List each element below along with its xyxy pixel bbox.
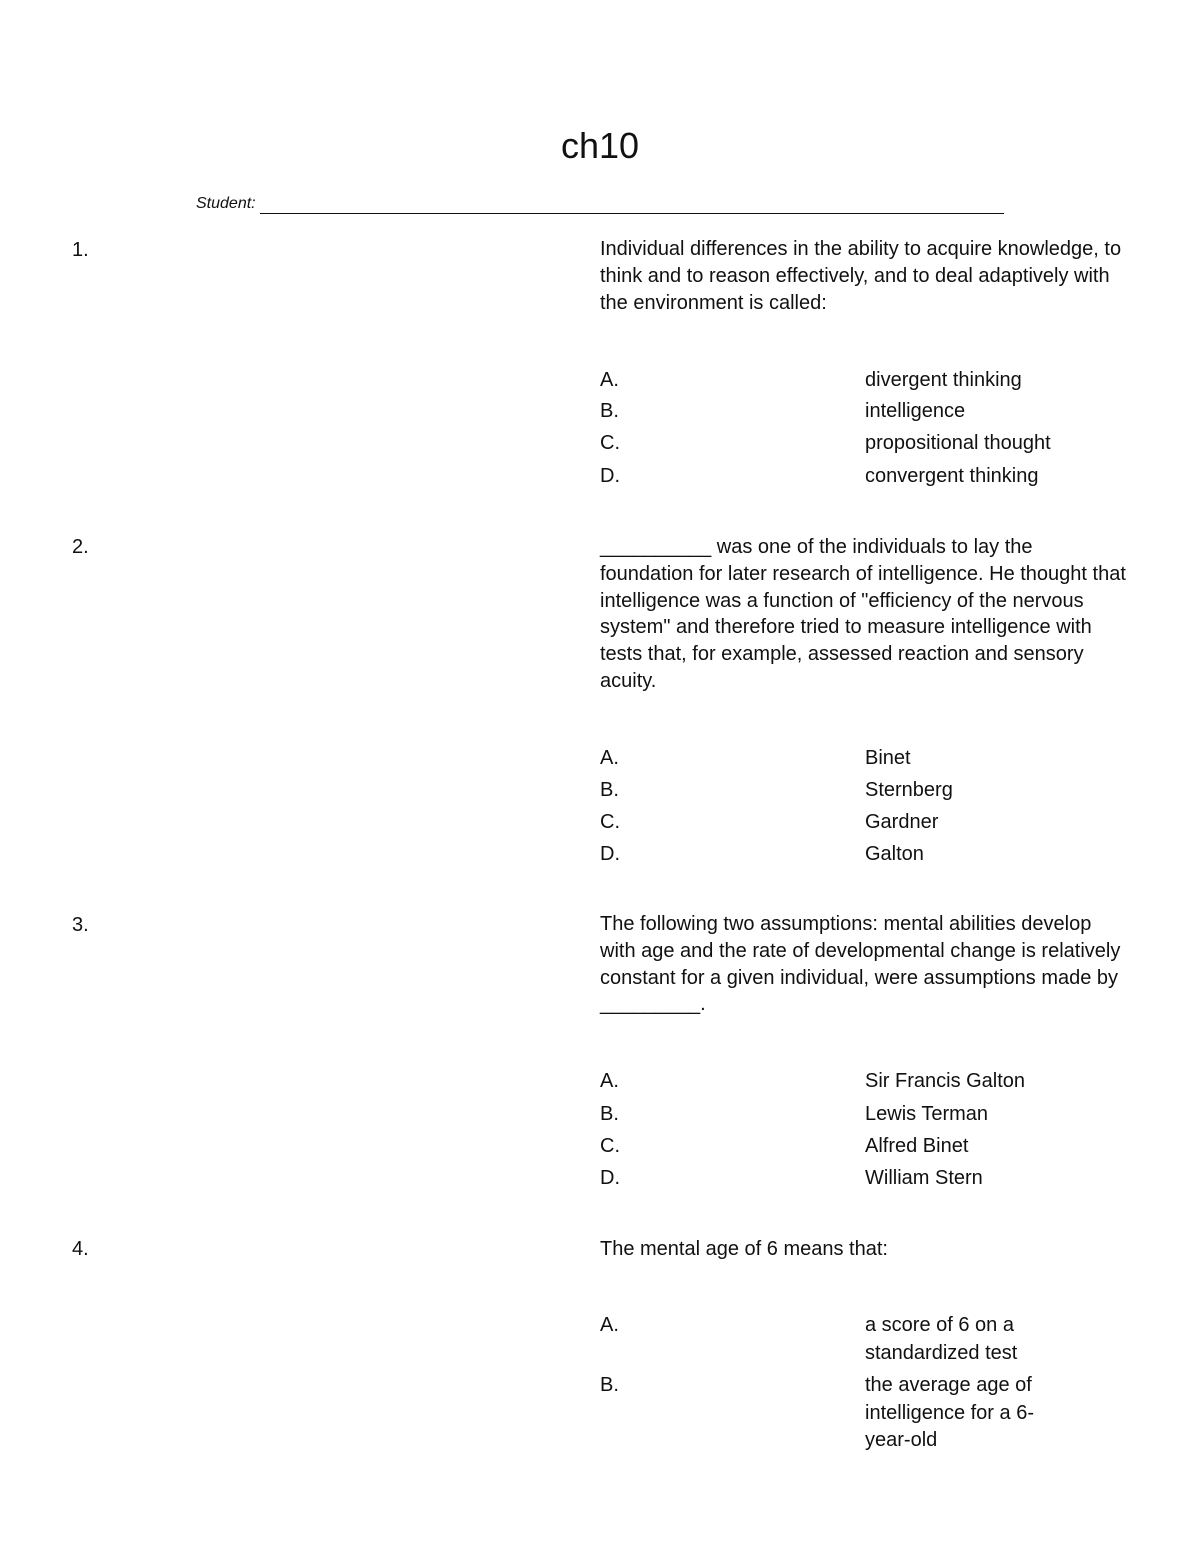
question-number: 4. (72, 1238, 89, 1260)
question-text: The following two assumptions: mental abilities develop with age and the rate of developmental change is relatively constant for a given individual, were assumptions made by _________. (600, 913, 1121, 1016)
question-number: 2. (72, 536, 89, 558)
student-name-row (196, 190, 1004, 214)
question-number: 3. (72, 914, 89, 936)
option-letter: A. (600, 369, 619, 391)
option-letter: B. (600, 400, 619, 422)
option-text: Lewis Terman (865, 1103, 989, 1125)
option-letter: C. (600, 1135, 620, 1157)
question-text: Individual differences in the ability to acquire knowledge, to think and to reason effectively, and to deal adaptively with the environment is called: (600, 238, 1122, 314)
question-number: 1. (72, 239, 89, 261)
option-text: a score of 6 on a standardized test (865, 1314, 1018, 1364)
option-letter: B. (600, 1374, 619, 1396)
option-letter: A. (600, 1070, 619, 1092)
option-letter: D. (600, 843, 620, 865)
option-text: Galton (865, 843, 924, 865)
option-text: divergent thinking (865, 369, 1022, 391)
option-letter: D. (600, 1167, 620, 1189)
option-letter: D. (600, 465, 620, 487)
option-text: Alfred Binet (865, 1135, 969, 1157)
question-text: The mental age of 6 means that: (600, 1238, 888, 1260)
option-letter: B. (600, 1103, 619, 1125)
question-text: __________ was one of the individuals to lay the foundation for later research of intelligence. He thought that intelligence was a function of "efficiency of the nervous system" and therefore tried to measure intelligence with tests that, for example, assessed reaction and sensory acuity. (600, 536, 1126, 692)
option-text: Sir Francis Galton (865, 1070, 1026, 1092)
option-text: intelligence (865, 400, 966, 422)
document-title: ch10 (560, 125, 640, 166)
option-letter: B. (600, 779, 619, 801)
option-text: the average age of intelligence for a 6-year-old (865, 1374, 1034, 1451)
student-label: Student: (196, 195, 256, 212)
option-letter: C. (600, 432, 620, 454)
option-letter: A. (600, 747, 619, 769)
option-text: Gardner (865, 811, 939, 833)
option-letter: C. (600, 811, 620, 833)
option-text: convergent thinking (865, 465, 1039, 487)
option-text: William Stern (865, 1167, 983, 1189)
option-letter: A. (600, 1314, 619, 1336)
student-name-line (260, 197, 1004, 214)
option-text: Sternberg (865, 779, 953, 801)
option-text: propositional thought (865, 432, 1051, 454)
option-text: Binet (865, 747, 911, 769)
